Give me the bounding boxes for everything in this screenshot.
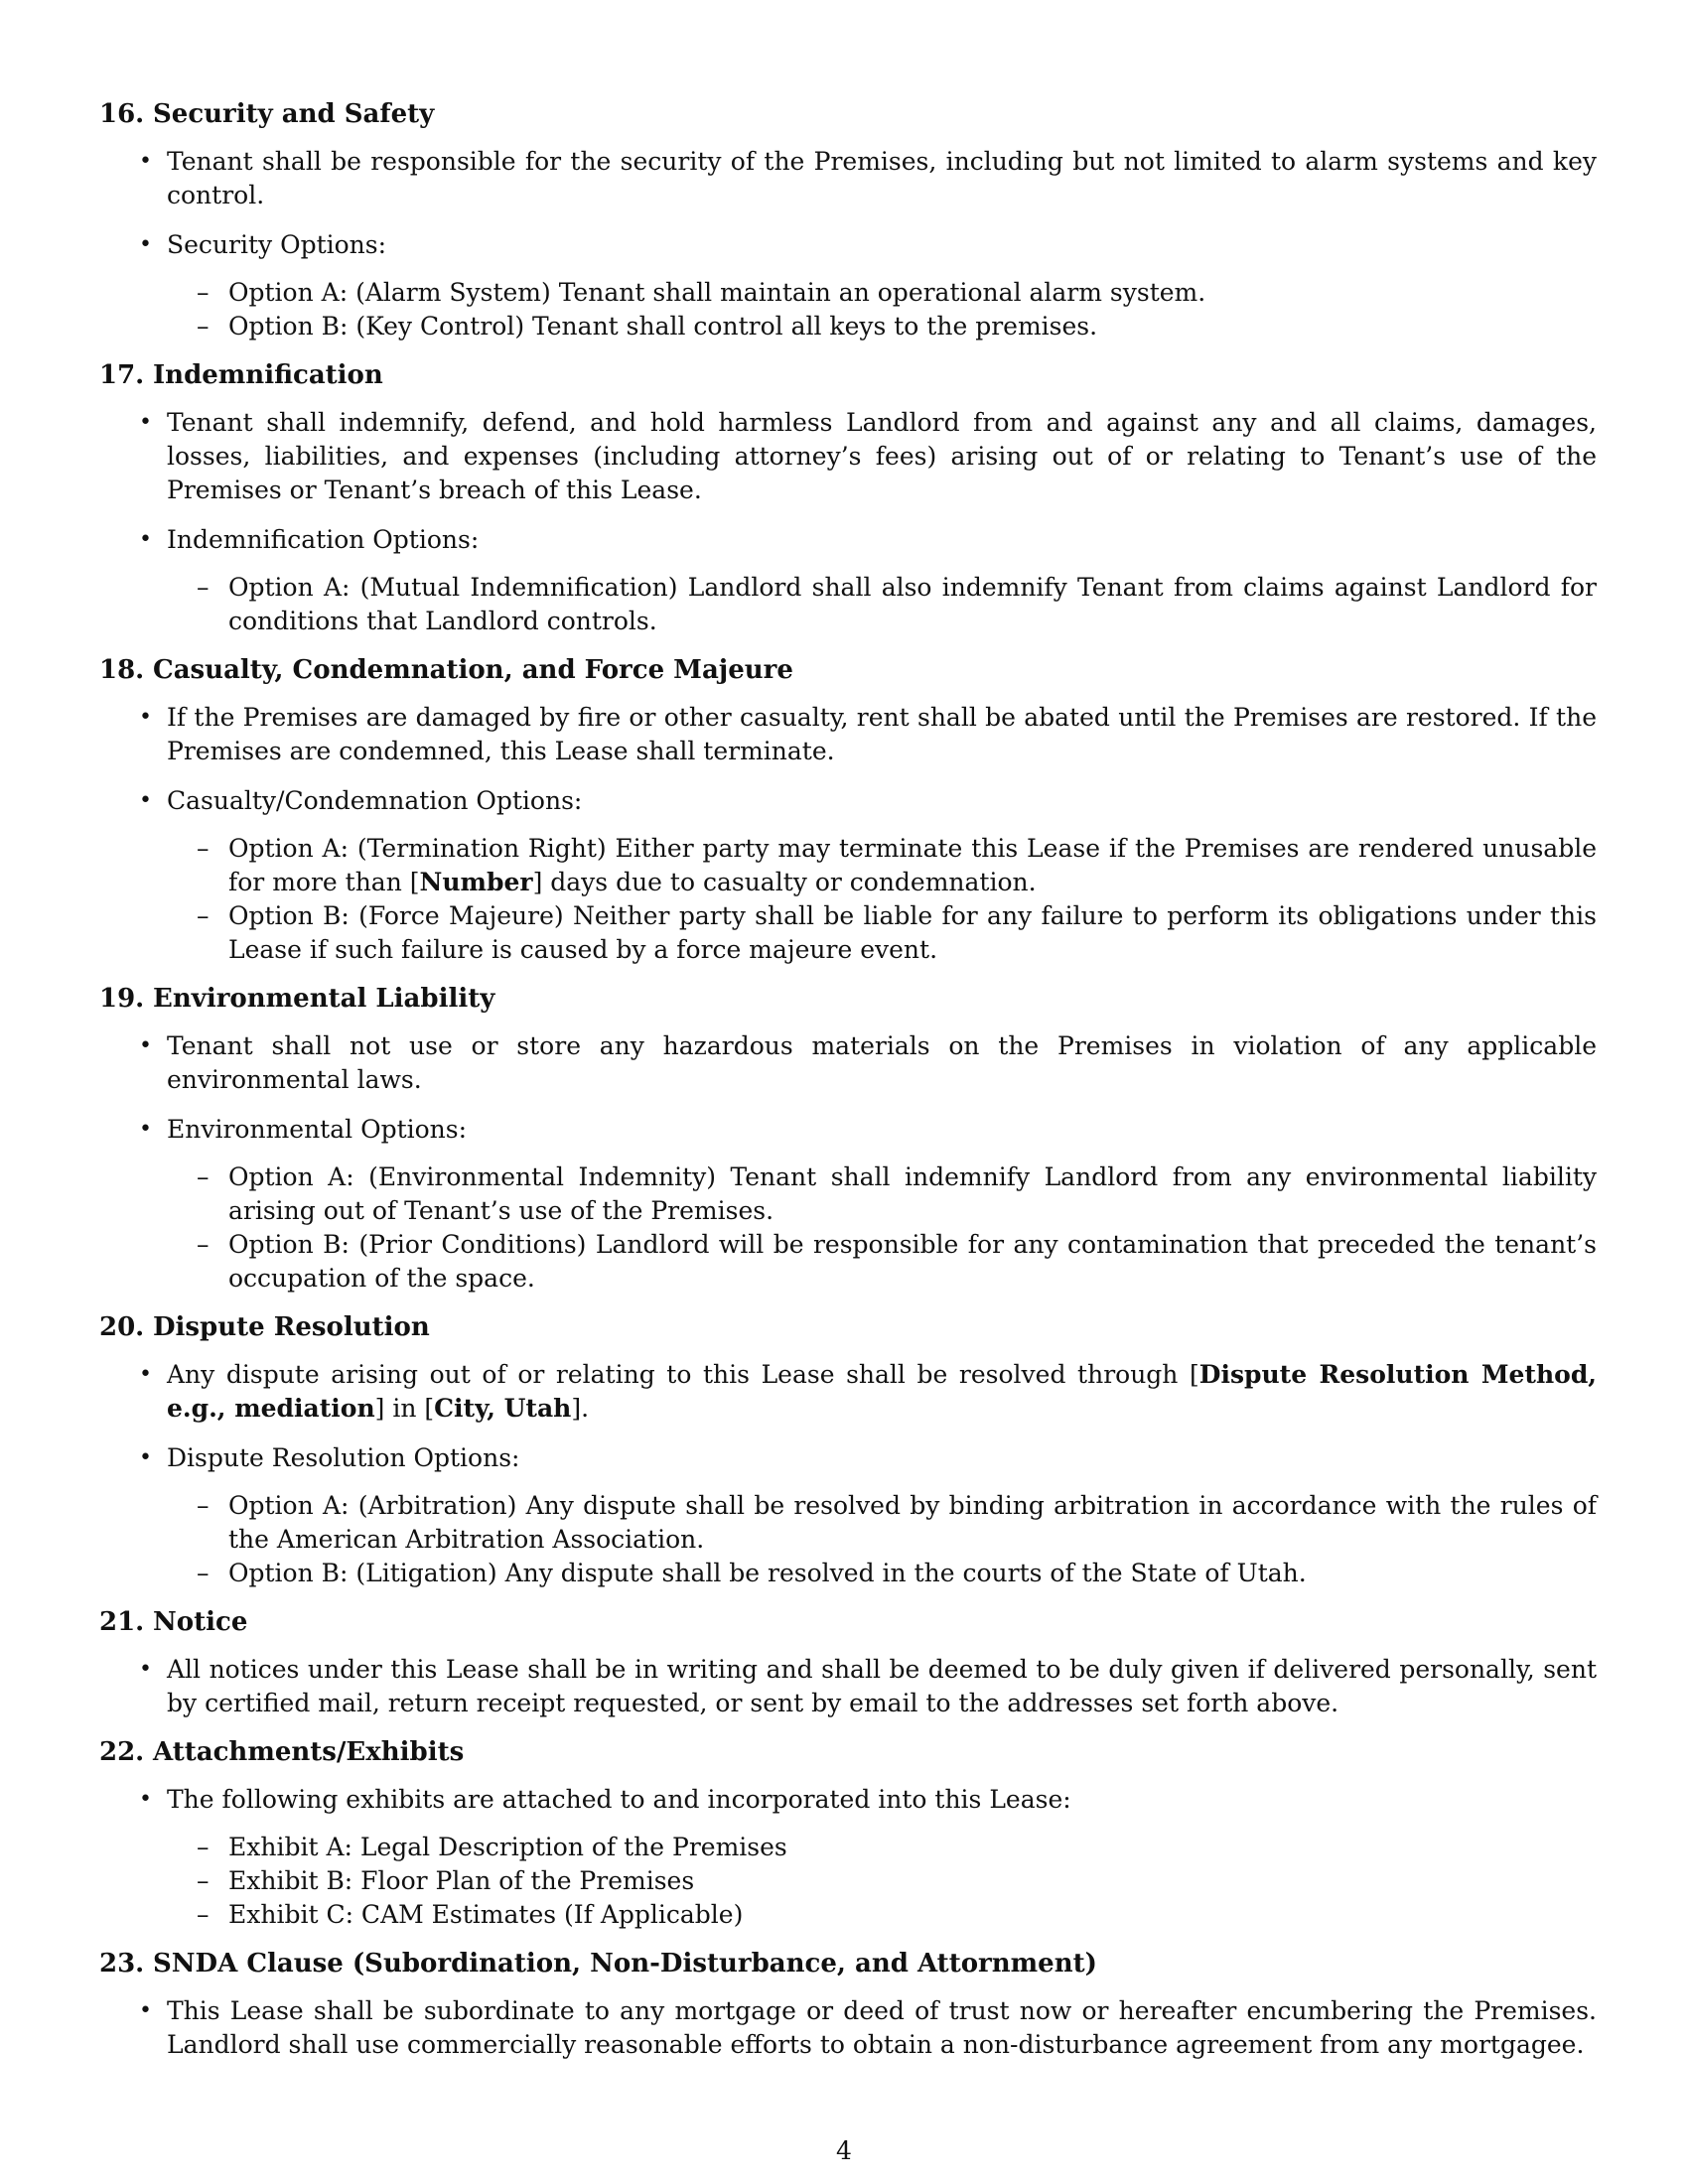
exhibit-item: – Exhibit A: Legal Description of the Premises [167,1831,1597,1864]
bullet-list [99,1653,1597,1720]
section-18-casualty [99,653,1597,967]
bullet-list [99,1358,1597,1590]
section-number: 18. [99,655,145,685]
section-number: 21. [99,1607,145,1637]
bullet-item [99,1441,1597,1590]
exhibit-item: – Exhibit C: CAM Estimates (If Applicable) [167,1898,1597,1932]
section-22-attachments [99,1735,1597,1932]
option-item: – Option B: (Prior Conditions) Landlord will be responsible for any contamination that preceded the tenant’s occupation of the space. [167,1228,1597,1296]
section-heading [99,97,1597,131]
option-item: – Option B: (Litigation) Any dispute shall be resolved in the courts of the State of Utah. [167,1557,1597,1590]
section-number: 16. [99,99,145,129]
option-item: – Option B: (Key Control) Tenant shall control all keys to the premises. [167,310,1597,343]
bullet-list [99,701,1597,967]
option-item: – Option A: (Mutual Indemnification) Landlord shall also indemnify Tenant from claims against Landlord for conditions that Landlord controls. [167,571,1597,638]
section-heading [99,653,1597,687]
section-16-security-and-safety [99,97,1597,343]
section-21-notice [99,1605,1597,1720]
bullet-item [99,1783,1597,1932]
document-page [99,97,1597,2077]
option-item: – Option B: (Force Majeure) Neither party shall be liable for any failure to perform its obligations under this Lease if such failure is caused by a force majeure event. [167,899,1597,967]
section-number: 22. [99,1737,145,1767]
section-19-environmental-liability [99,982,1597,1296]
bullet-item [99,523,1597,638]
bullet-item [99,1113,1597,1296]
option-list [167,571,1597,638]
section-17-indemnification [99,358,1597,638]
option-item: – Option A: (Alarm System) Tenant shall maintain an operational alarm system. [167,276,1597,310]
section-number: 19. [99,984,145,1014]
exhibit-list [167,1831,1597,1932]
bullet-item: • If the Premises are damaged by fire or other casualty, rent shall be abated until the Premises are restored. If the Premises are condemned, this Lease shall terminate. [99,701,1597,768]
section-23-snda [99,1947,1597,2062]
bullet-list [99,1029,1597,1296]
bullet-list [99,1783,1597,1932]
section-title: Notice [153,1607,248,1637]
bullet-list [99,1994,1597,2062]
section-heading [99,1735,1597,1769]
option-text: Option A: (Termination Right) Either party may terminate this Lease if the Premises are rendered unusable for more than [ [228,834,1597,896]
section-title: Environmental Liability [153,984,495,1014]
exhibit-item: – Exhibit B: Floor Plan of the Premises [167,1864,1597,1898]
placeholder-method: Dispute Resolution Method, e.g., mediation [167,1360,1597,1423]
section-number: 23. [99,1949,145,1979]
option-item [167,832,1597,899]
section-heading [99,358,1597,392]
bullet-item: • This Lease shall be subordinate to any mortgage or deed of trust now or hereafter encumbering the Premises. Landlord shall use commercially reasonable efforts to obtain a non-disturbance agreement from any mortgagee. [99,1994,1597,2062]
bullet-text: ] in [ [374,1394,435,1423]
bullet-item [99,228,1597,343]
options-label: Casualty/Condemnation Options: [167,786,583,815]
placeholder-city: City, Utah [434,1394,572,1423]
options-label: Environmental Options: [167,1115,468,1144]
bullet-item: • All notices under this Lease shall be in writing and shall be deemed to be duly given if delivered personally, sent by certified mail, return receipt requested, or sent by email to the addresses set forth above. [99,1653,1597,1720]
section-number: 20. [99,1312,145,1342]
section-heading [99,982,1597,1016]
section-title: Casualty, Condemnation, and Force Majeure [153,655,793,685]
option-list [167,1160,1597,1296]
options-label: Indemnification Options: [167,525,480,554]
bullet-item [99,1358,1597,1426]
section-heading [99,1605,1597,1639]
bullet-text: ]. [571,1394,590,1423]
bullet-text: The following exhibits are attached to and incorporated into this Lease: [167,1785,1071,1814]
option-list [167,276,1597,343]
bullet-list [99,406,1597,638]
bullet-item: • Tenant shall indemnify, defend, and hold harmless Landlord from and against any and all claims, damages, losses, liabilities, and expenses (including attorney’s fees) arising out of or relating to Tenant’s use of the Premises or Tenant’s breach of this Lease. [99,406,1597,507]
section-title: SNDA Clause (Subordination, Non-Disturbance, and Attornment) [153,1949,1097,1979]
section-title: Attachments/Exhibits [153,1737,465,1767]
placeholder-number: Number [419,868,533,896]
option-list [167,832,1597,967]
section-heading [99,1947,1597,1980]
section-title: Indemnification [153,360,383,390]
bullet-text: Any dispute arising out of or relating to this Lease shall be resolved through [ [167,1360,1199,1389]
options-label: Dispute Resolution Options: [167,1443,520,1472]
section-20-dispute-resolution [99,1310,1597,1590]
section-title: Security and Safety [153,99,435,129]
section-title: Dispute Resolution [153,1312,430,1342]
bullet-item: • Tenant shall not use or store any hazardous materials on the Premises in violation of any applicable environmental laws. [99,1029,1597,1097]
bullet-list [99,145,1597,343]
options-label: Security Options: [167,230,387,259]
option-text: ] days due to casualty or condemnation. [532,868,1037,896]
page-number: 4 [836,2136,852,2165]
option-item: – Option A: (Arbitration) Any dispute shall be resolved by binding arbitration in accordance with the rules of the American Arbitration Association. [167,1489,1597,1557]
option-list [167,1489,1597,1590]
section-number: 17. [99,360,145,390]
bullet-item [99,784,1597,967]
option-item: – Option A: (Environmental Indemnity) Tenant shall indemnify Landlord from any environmental liability arising out of Tenant’s use of the Premises. [167,1160,1597,1228]
section-heading [99,1310,1597,1344]
bullet-item: • Tenant shall be responsible for the security of the Premises, including but not limited to alarm systems and key control. [99,145,1597,212]
